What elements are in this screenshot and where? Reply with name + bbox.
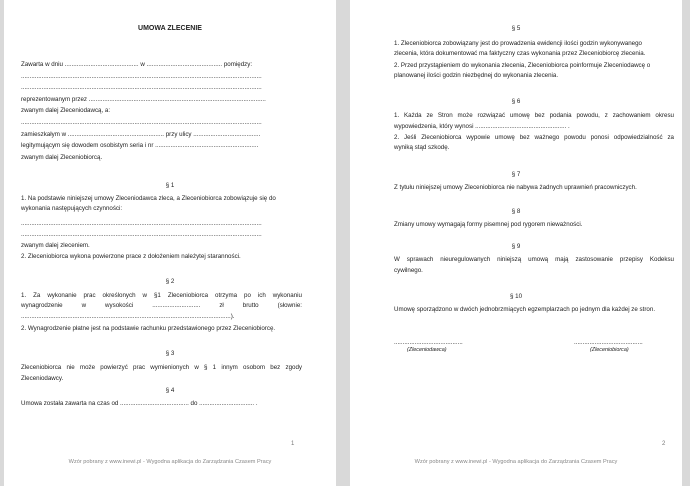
paragraph-line: wyniką stąd szkodę. — [394, 144, 450, 151]
paragraph-line: 2. Wynagrodzenie płatne jest na podstawie rachunku przedstawionego przez Zleceniobiorcę. — [21, 325, 276, 332]
paragraph-line: ............................................................................................................................................ — [21, 231, 262, 238]
paragraph-line: zlecenia, która dokumentować ma faktyczny czas wykonania przez Zleceniobiorcę zlecenia. — [394, 50, 646, 57]
section-heading: § 10 — [509, 293, 523, 300]
paragraph-line: Zleceniobiorca nie może powierzyć prac wymienionych w § 1 innym osobom bez zgody — [21, 364, 302, 371]
paragraph-line: 1. Za wykonanie prac określonych w §1 Zleceniobiorca otrzyma po ich wykonaniu — [21, 292, 302, 299]
signature-line-right: ........................................ — [574, 339, 643, 346]
paragraph-line: ..........................................................................................................................). — [21, 313, 235, 320]
page-number: 2 — [662, 441, 666, 447]
paragraph-line: cywilnego. — [394, 267, 423, 274]
paragraph-line: wynagrodzenie w wysokości ............................ zł brutto (słownie: — [21, 302, 302, 309]
intro-line: reprezentowanym przez ....................................................................................................... — [21, 96, 266, 103]
paragraph-line: Z tytułu niniejszej umowy Zleceniobiorca nie nabywa żadnych uprawnień pracowniczych. — [394, 184, 637, 191]
signature-line-left: ........................................ — [394, 339, 463, 346]
intro-line: Zawarta w dniu ........................................... w ............................................ pomiędzy: — [21, 61, 253, 68]
section-heading: § 3 — [165, 350, 175, 357]
document-page-2 — [350, 0, 682, 486]
page-footer: Wzór pobrany z www.inewi.pl - Wygodna aplikacja do Zarządzania Czasem Pracy — [68, 459, 272, 465]
paragraph-line: 1. Każda ze Stron może rozwiązać umowę bez podania powodu, z zachowaniem okresu — [394, 112, 674, 119]
intro-line: ............................................................................................................................................ — [21, 84, 262, 91]
paragraph-line: ............................................................................................................................................ — [21, 220, 262, 227]
section-heading: § 4 — [165, 387, 175, 394]
page-number: 1 — [291, 441, 295, 447]
intro-line: ............................................................................................................................................ — [21, 73, 262, 80]
intro-line: zwanym dalej Zleceniobiorcą. — [21, 154, 103, 161]
paragraph-line: Zmiany umowy wymagają formy pisemnej pod rygorem nieważności. — [394, 221, 583, 228]
intro-line: ............................................................................................................................................ — [21, 119, 262, 126]
intro-line: zwanym dalej Zleceniodawcą, a: — [21, 107, 111, 114]
paragraph-line: wykonania następujących czynności: — [21, 205, 123, 212]
page-footer: Wzór pobrany z www.inewi.pl - Wygodna aplikacja do Zarządzania Czasem Pracy — [414, 459, 618, 465]
paragraph-line: 1. Na podstawie niniejszej umowy Zleceniodawca zleca, a Zleceniobiorca zobowiązuje się do — [21, 195, 276, 202]
section-heading: § 5 — [511, 25, 521, 32]
paragraph-line: Umowę sporządzono w dwóch jednobrzmiących egzemplarzach po jednym dla każdej ze stron. — [394, 306, 656, 313]
section-heading: § 8 — [511, 208, 521, 215]
section-heading: § 7 — [511, 171, 521, 178]
paragraph-line: zwanym dalej zleceniem. — [21, 242, 90, 249]
paragraph-line: Zleceniodawcy. — [21, 375, 64, 382]
paragraph-line: W sprawach nieuregulowanych niniejszą umową mają zastosowanie przepisy Kodeksu — [394, 256, 674, 263]
document-title: UMOWA ZLECENIE — [138, 25, 202, 32]
paragraph-line: 2. Zleceniobiorca wykona powierzone prace z dołożeniem należytej staranności. — [21, 253, 241, 260]
intro-line: legitymującym się dowodem osobistym seria i nr ............................................................ — [21, 142, 259, 149]
paragraph-line: 2. Jeśli Zleceniobiorca wypowie umowę bez ważnego powodu ponosi odpowiedzialność za — [394, 134, 674, 141]
paragraph-line: 2. Przed przystąpieniem do wykonania zlecenia, Zleceniobiorca poinformuje Zleceniodawcę o — [394, 62, 651, 69]
paragraph-line: planowanej ilości godzin niezbędnej do wykonania zlecenia. — [394, 72, 559, 79]
document-page-1 — [4, 0, 336, 486]
section-heading: § 9 — [511, 243, 521, 250]
signature-label-right: (Zleceniobiorca) — [590, 347, 629, 353]
section-heading: § 2 — [165, 278, 175, 285]
paragraph-line: Umowa została zawarta na czas od ........................................ do ................................ . — [21, 400, 258, 407]
section-heading: § 1 — [165, 182, 175, 189]
intro-line: zamieszkałym w ........................................................ przy ulicy ....................................... — [21, 131, 261, 138]
paragraph-line: wypowiedzenia, który wynosi ..................................................... . — [394, 123, 570, 130]
section-heading: § 6 — [511, 98, 521, 105]
paragraph-line: 1. Zleceniobiorca zobowiązany jest do prowadzenia ewidencji ilości godzin wykonywanego — [394, 40, 642, 47]
signature-label-left: (Zleceniodawca) — [407, 347, 447, 353]
